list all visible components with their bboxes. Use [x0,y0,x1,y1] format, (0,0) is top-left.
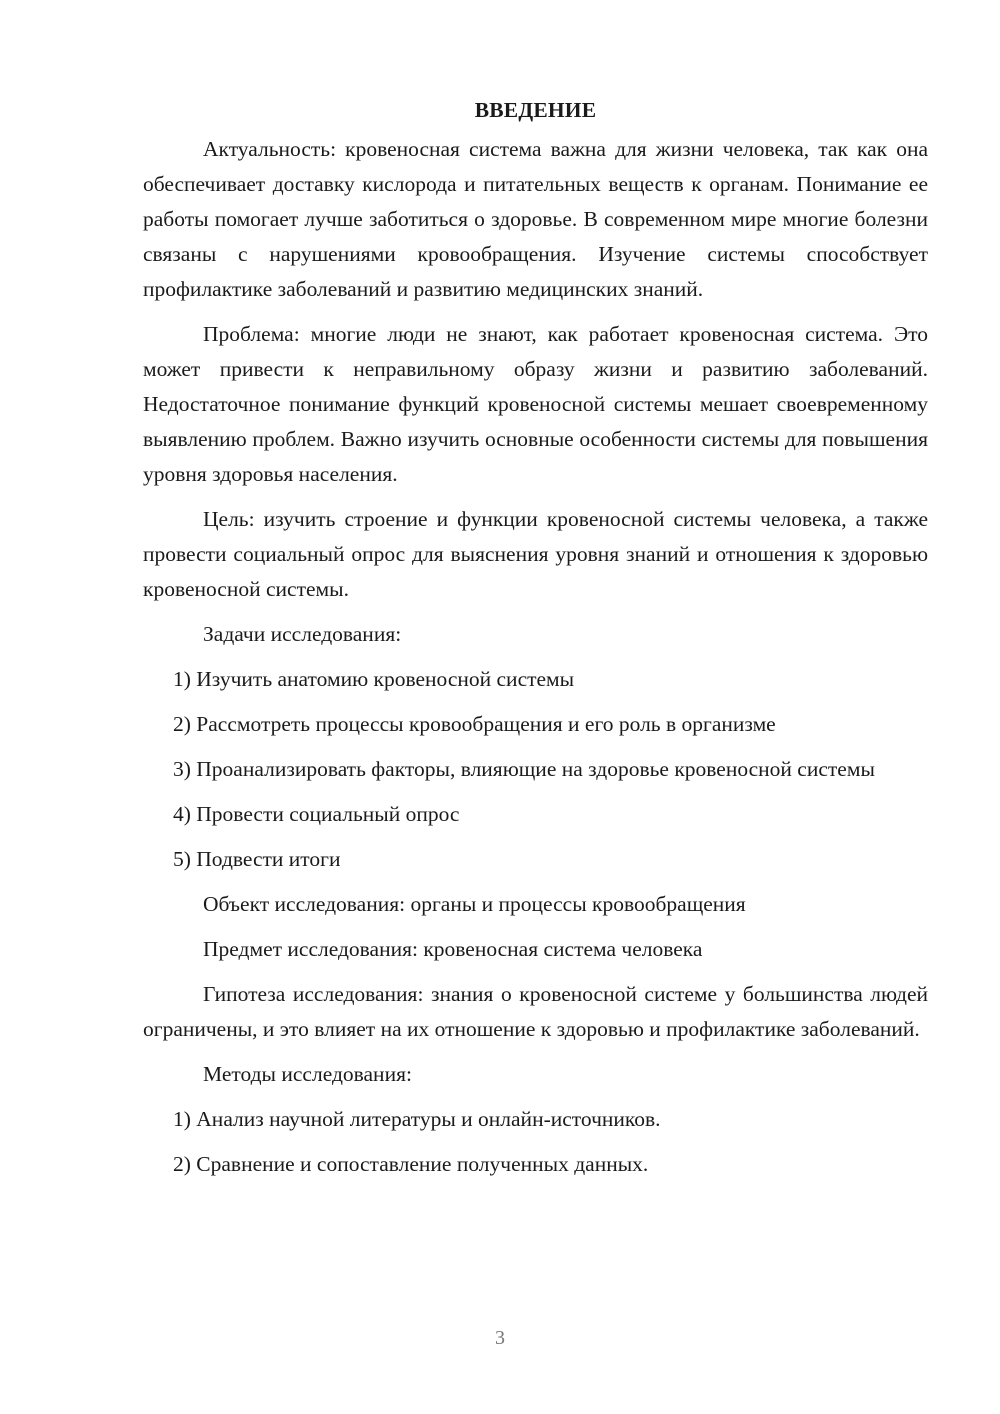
tasks-heading: Задачи исследования: [203,622,402,646]
page-number: 3 [495,1327,505,1349]
paragraph-goal: Цель: изучить строение и функции кровеносной системы человека, а также провести социальный опрос для выяснения уровня знаний и отношения к здоровью кровеносной системы. [143,507,928,601]
task-item-3: 3) Проанализировать факторы, влияющие на здоровье кровеносной системы [173,757,875,781]
document-page [143,88,928,1192]
paragraph-hypothesis: Гипотеза исследования: знания о кровеносной системе у большинства людей ограничены, и это влияет на их отношение к здоровью и профилактике заболеваний. [143,982,928,1041]
task-item-5: 5) Подвести итоги [173,847,341,871]
methods-heading: Методы исследования: [203,1062,412,1086]
task-item-1: 1) Изучить анатомию кровеносной системы [173,667,575,691]
task-item-2: 2) Рассмотреть процессы кровообращения и его роль в организме [173,712,776,736]
paragraph-object: Объект исследования: органы и процессы кровообращения [203,892,746,916]
method-item-1: 1) Анализ научной литературы и онлайн-источников. [173,1107,661,1131]
section-title: ВВЕДЕНИЕ [474,98,597,122]
task-item-4: 4) Провести социальный опрос [173,802,460,826]
paragraph-subject: Предмет исследования: кровеносная система человека [203,937,703,961]
paragraph-relevance: Актуальность: кровеносная система важна для жизни человека, так как она обеспечивает доставку кислорода и питательных веществ к органам. Понимание ее работы помогает лучше заботиться о здоровье. В современном мире многие болезни связаны с нарушениями кровообращения. Изучение системы способствует профилактике заболеваний и развитию медицинских знаний. [143,137,928,301]
method-item-2: 2) Сравнение и сопоставление полученных данных. [173,1152,649,1176]
paragraph-problem: Проблема: многие люди не знают, как работает кровеносная система. Это может привести к неправильному образу жизни и развитию заболеваний. Недостаточное понимание функций кровеносной системы мешает своевременному выявлению проблем. Важно изучить основные особенности системы для повышения уровня здоровья населения. [143,322,928,486]
